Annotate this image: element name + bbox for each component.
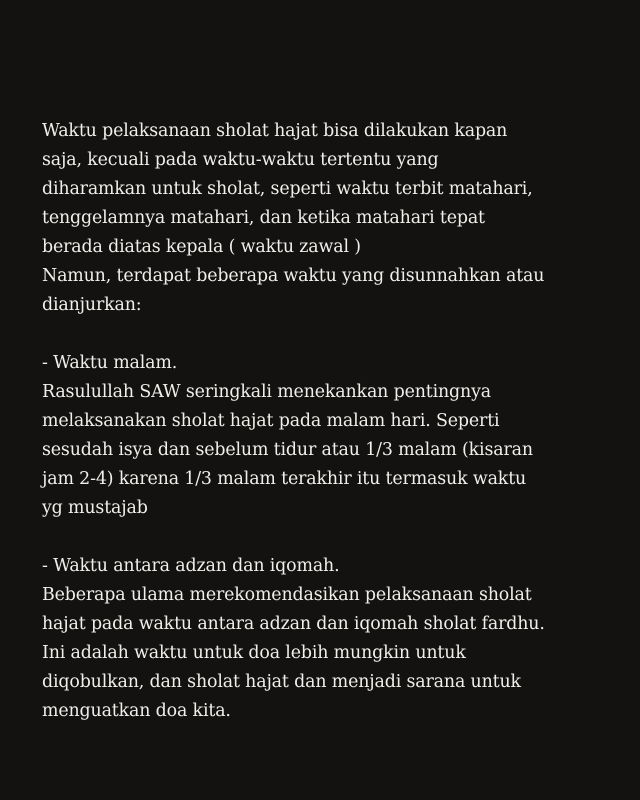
text-line: Rasulullah SAW seringkali menekankan pentingnya <box>42 382 491 402</box>
text-line: yg mustajab <box>42 498 148 518</box>
paragraph-intro <box>42 117 632 320</box>
text-line: melaksanakan sholat hajat pada malam hari. Seperti <box>42 411 500 431</box>
paragraph-spacer <box>42 523 632 552</box>
text-line: menguatkan doa kita. <box>42 701 231 721</box>
section-heading: - Waktu antara adzan dan iqomah. <box>42 556 340 576</box>
article-text <box>42 117 632 726</box>
text-line: Namun, terdapat beberapa waktu yang disunnahkan atau <box>42 266 545 286</box>
text-line: tenggelamnya matahari, dan ketika matahari tepat <box>42 208 485 228</box>
text-line: jam 2-4) karena 1/3 malam terakhir itu termasuk waktu <box>42 469 527 489</box>
text-line: dianjurkan: <box>42 295 142 315</box>
text-line: Beberapa ulama merekomendasikan pelaksanaan sholat <box>42 585 532 605</box>
paragraph-waktu-malam <box>42 349 632 523</box>
text-line: hajat pada waktu antara adzan dan iqomah sholat fardhu. <box>42 614 545 634</box>
text-line: Waktu pelaksanaan sholat hajat bisa dilakukan kapan <box>42 121 508 141</box>
text-line: diharamkan untuk sholat, seperti waktu terbit matahari, <box>42 179 533 199</box>
paragraph-spacer <box>42 320 632 349</box>
section-heading: - Waktu malam. <box>42 353 178 373</box>
text-line: sesudah isya dan sebelum tidur atau 1/3 malam (kisaran <box>42 440 533 460</box>
text-line: berada diatas kepala ( waktu zawal ) <box>42 237 361 257</box>
text-line: diqobulkan, dan sholat hajat dan menjadi sarana untuk <box>42 672 521 692</box>
paragraph-adzan-iqomah <box>42 552 632 726</box>
text-line: saja, kecuali pada waktu-waktu tertentu yang <box>42 150 439 170</box>
text-line: Ini adalah waktu untuk doa lebih mungkin untuk <box>42 643 466 663</box>
